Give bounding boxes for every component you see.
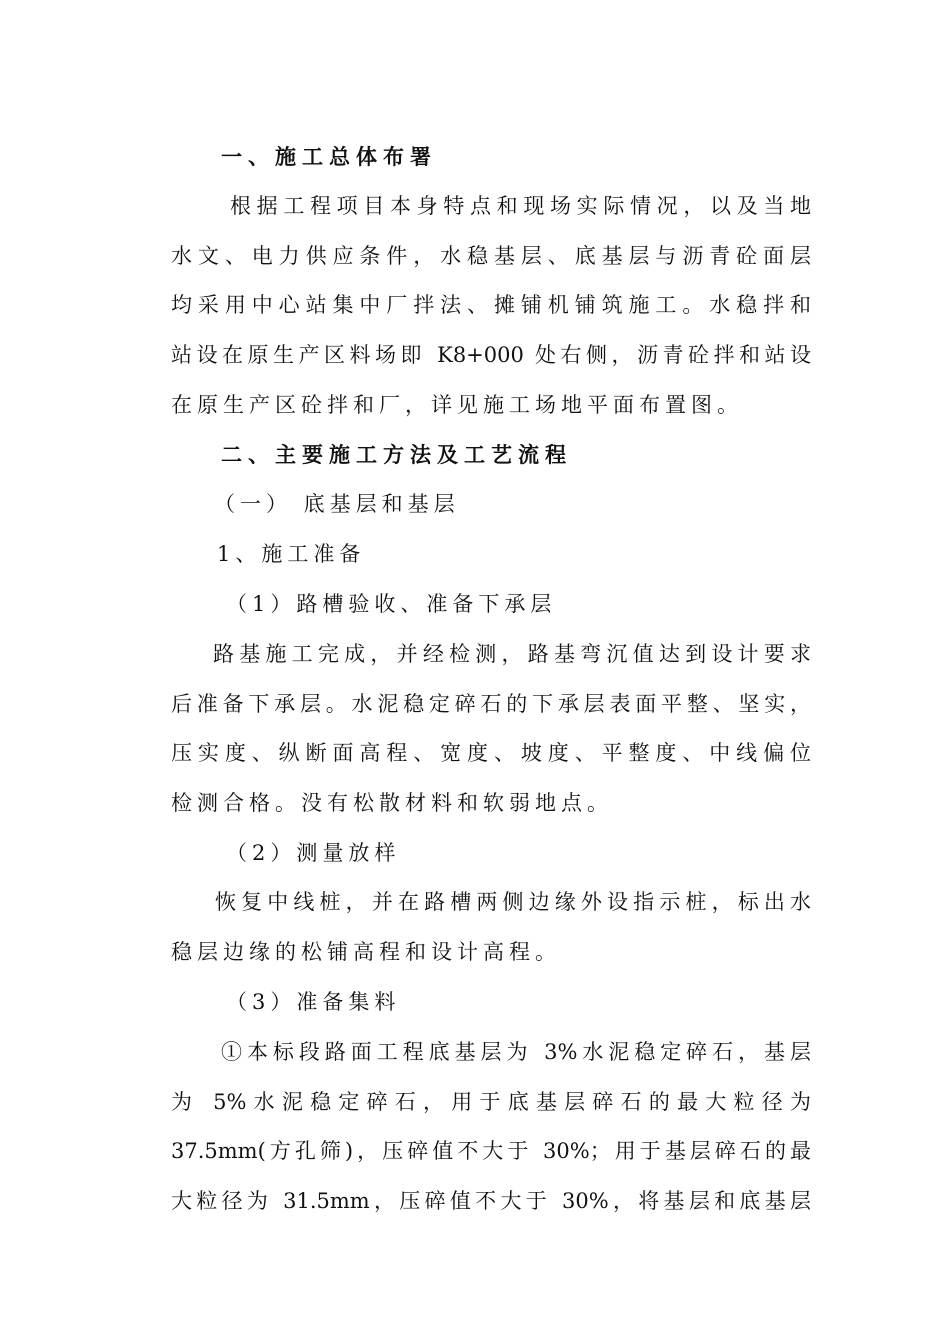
section-heading-2: 二、主要施工方法及工艺流程 [221, 442, 572, 467]
paragraph-line: 检测合格。没有松散材料和软弱地点。 [171, 791, 613, 815]
subsection-heading: 1、施工准备 [217, 542, 366, 566]
subsection-heading: （1）路槽验收、准备下承层 [226, 592, 557, 616]
paragraph-line: 路基施工完成，并经检测，路基弯沉值达到设计要求 [213, 642, 811, 666]
paragraph-line: 37.5mm(方孔筛)，压碎值不大于 30%；用于基层碎石的最 [171, 1139, 811, 1163]
paragraph-line: 后准备下承层。水泥稳定碎石的下承层表面平整、坚实， [171, 692, 811, 716]
paragraph-line: 大粒径为 31.5mm，压碎值不大于 30%，将基层和底基层 [171, 1189, 811, 1213]
subsection-heading: （2）测量放样 [226, 841, 401, 865]
section-heading-1: 一、施工总体布署 [221, 144, 437, 169]
paragraph-line: 恢复中线桩，并在路槽两侧边缘外设指示桩，标出水 [215, 890, 811, 914]
paragraph-line: 根据工程项目本身特点和现场实际情况，以及当地 [230, 194, 811, 218]
paragraph-line: 站设在原生产区料场即 K8+000 处右侧，沥青砼拌和站设 [171, 343, 811, 367]
paragraph-line: 在原生产区砼拌和厂，详见施工场地平面布置图。 [171, 393, 743, 417]
paragraph-line: ①本标段路面工程底基层为 3%水泥稳定碎石，基层 [221, 1040, 811, 1064]
paragraph-line: 均采用中心站集中厂拌法、摊铺机铺筑施工。水稳拌和 [171, 293, 811, 317]
paragraph-line: 压实度、纵断面高程、宽度、坡度、平整度、中线偏位 [171, 741, 811, 765]
paragraph-line: 为 5%水泥稳定碎石，用于底基层碎石的最大粒径为 [171, 1090, 811, 1114]
paragraph-line: 水文、电力供应条件，水稳基层、底基层与沥青砼面层 [171, 244, 811, 268]
subsection-heading: （3）准备集料 [226, 990, 401, 1014]
subsection-heading: （一） 底基层和基层 [214, 492, 460, 516]
paragraph-line: 稳层边缘的松铺高程和设计高程。 [171, 940, 561, 964]
